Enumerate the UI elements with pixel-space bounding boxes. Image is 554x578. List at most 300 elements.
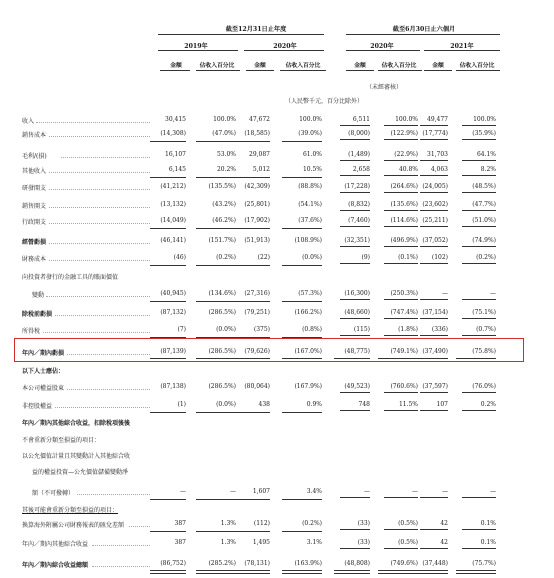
year-heading: 2020年: [273, 43, 297, 50]
leader-dots: [49, 189, 150, 190]
table-cell: 0.1%: [480, 539, 496, 546]
table-cell: (41,212): [160, 183, 186, 190]
year-heading: 2020年: [370, 43, 394, 50]
table-cell: (115): [353, 326, 370, 333]
table-cell: 2,658: [352, 166, 370, 173]
table-cell: 100.0%: [299, 116, 322, 123]
cell-underline: [462, 192, 496, 193]
table-cell: (264.6%): [390, 183, 418, 190]
table-cell: (17,228): [344, 183, 370, 190]
table-cell: (43.2%): [212, 201, 236, 208]
table-cell: (167.9%): [294, 383, 322, 390]
subtotal-rule: [150, 177, 186, 178]
table-cell: (7): [177, 326, 186, 333]
cell-underline: [462, 226, 496, 227]
table-cell: (135.5%): [208, 183, 236, 190]
cell-underline: [340, 410, 370, 411]
cell-underline: [420, 529, 448, 530]
cell-underline: [384, 299, 418, 300]
header-rule: [346, 34, 500, 35]
year-heading: 2019年: [184, 43, 208, 50]
cell-underline: [340, 335, 370, 336]
table-cell: 387: [174, 539, 186, 546]
row-label: 收入: [22, 118, 35, 125]
table-cell: (9): [361, 254, 370, 261]
period-half-heading: 截至6月30日止六個月: [392, 26, 456, 33]
subtotal-rule: [196, 301, 236, 302]
table-cell: (75.1%): [472, 309, 496, 316]
subtotal-rule: [150, 412, 186, 413]
cell-underline: [340, 139, 370, 140]
table-cell: (375): [253, 326, 270, 333]
table-cell: (74.9%): [472, 237, 496, 244]
table-cell: 1.3%: [220, 539, 236, 546]
row-label: 年內／期內其他綜合收益: [22, 541, 89, 548]
cell-underline: [420, 226, 448, 227]
table-cell: 107: [436, 401, 448, 408]
cell-underline: [340, 226, 370, 227]
cell-underline: [340, 192, 370, 193]
total-double-rule: [150, 570, 186, 574]
leader-dots: [49, 260, 150, 261]
cell-underline: [420, 548, 448, 549]
table-cell: —: [442, 488, 448, 495]
total-double-rule: [196, 570, 236, 574]
table-cell: (23,602): [422, 201, 448, 208]
table-cell: (166.2%): [294, 309, 322, 316]
table-cell: 53.0%: [216, 151, 236, 158]
table-cell: (1.8%): [398, 326, 418, 333]
subtotal-rule: [150, 265, 186, 266]
table-cell: (760.6%): [390, 383, 418, 390]
table-cell: 1,495: [252, 539, 270, 546]
table-cell: (8,832): [348, 201, 370, 208]
row-label: 年內／期內其他綜合收益，扣除稅項後後: [22, 420, 131, 427]
table-cell: (88.8%): [298, 183, 322, 190]
highlight-box: [14, 338, 524, 362]
cell-underline: [384, 529, 418, 530]
header-rule: [424, 50, 500, 51]
table-cell: (16,300): [344, 290, 370, 297]
header-rule: [158, 50, 238, 51]
leader-dots: [55, 407, 150, 408]
table-cell: 29,087: [249, 151, 270, 158]
subtotal-rule: [234, 301, 270, 302]
table-cell: (108.9%): [294, 237, 322, 244]
total-double-rule: [456, 570, 496, 574]
cell-underline: [340, 318, 370, 319]
table-cell: (24,005): [422, 183, 448, 190]
table-cell: (33): [357, 539, 370, 546]
row-label: 以公允價值計量且其變動計入其他綜合收: [22, 453, 131, 460]
row-label: 毛利/(損): [22, 153, 47, 160]
table-cell: (0.1%): [398, 254, 418, 261]
table-cell: (749.6%): [390, 560, 418, 567]
table-cell: (250.3%): [390, 290, 418, 297]
row-label: 其後可能會重新分類至損益的項目：: [22, 507, 119, 514]
header-rule: [378, 70, 422, 71]
table-cell: (37,052): [422, 237, 448, 244]
table-cell: (48,660): [344, 309, 370, 316]
table-cell: 748: [358, 401, 370, 408]
table-cell: (286.5%): [208, 383, 236, 390]
cell-underline: [384, 160, 418, 161]
subtotal-rule: [150, 301, 186, 302]
leader-dots: [129, 526, 150, 527]
subtotal-rule: [196, 177, 236, 178]
table-cell: 10.5%: [302, 166, 322, 173]
cell-underline: [420, 318, 448, 319]
table-cell: 8.2%: [480, 166, 496, 173]
table-cell: —: [180, 488, 186, 495]
table-cell: (79,626): [244, 348, 270, 355]
table-cell: (0.2%): [216, 254, 236, 261]
table-cell: —: [364, 488, 370, 495]
cell-underline: [462, 175, 496, 176]
table-cell: (40,945): [160, 290, 186, 297]
table-cell: (749.1%): [390, 348, 418, 355]
cell-underline: [384, 210, 418, 211]
header-rule: [158, 34, 324, 35]
subtotal-rule: [234, 228, 270, 229]
table-cell: (114.6%): [390, 217, 418, 224]
table-cell: —: [412, 488, 418, 495]
table-cell: (122.9%): [390, 130, 418, 137]
table-cell: (46.2%): [212, 217, 236, 224]
row-label: 以下人士應佔：: [22, 368, 65, 375]
subtotal-rule: [282, 141, 322, 142]
header-rule: [456, 70, 500, 71]
amount-column-heading: 金額: [170, 63, 182, 69]
leader-dots: [49, 172, 150, 173]
table-cell: (7,460): [348, 217, 370, 224]
table-cell: (46,141): [160, 237, 186, 244]
cell-underline: [420, 192, 448, 193]
pct-column-heading: 佔收入百分比: [459, 63, 495, 69]
table-cell: (87,132): [160, 309, 186, 316]
row-label: 額（不可撥轉）: [32, 490, 75, 497]
table-cell: (37,448): [422, 560, 448, 567]
table-cell: (79,251): [244, 309, 270, 316]
cell-underline: [384, 335, 418, 336]
table-cell: (286.5%): [208, 348, 236, 355]
table-cell: 5,012: [252, 166, 270, 173]
cell-underline: [420, 299, 448, 300]
table-cell: (39.0%): [298, 130, 322, 137]
cell-underline: [462, 299, 496, 300]
leader-dots: [67, 389, 150, 390]
row-label: 本公司權益股東: [22, 385, 65, 392]
subtotal-rule: [234, 177, 270, 178]
table-cell: (0.0%): [302, 254, 322, 261]
table-cell: 100.0%: [473, 116, 496, 123]
cell-underline: [384, 192, 418, 193]
amount-column-heading: 金額: [254, 63, 266, 69]
unaudited-note: （未經審核）: [365, 84, 402, 91]
cell-underline: [462, 263, 496, 264]
table-cell: 387: [174, 520, 186, 527]
table-cell: 4,063: [430, 166, 448, 173]
table-cell: (0.0%): [216, 326, 236, 333]
subtotal-rule: [234, 265, 270, 266]
cell-underline: [420, 497, 448, 498]
table-cell: 47,672: [249, 116, 270, 123]
table-cell: 6,511: [352, 116, 370, 123]
row-label: 其他收入: [22, 168, 47, 175]
table-cell: (17,774): [422, 130, 448, 137]
table-cell: 6,145: [168, 166, 186, 173]
row-label: 年內／期內綜合收益總額: [22, 562, 89, 569]
pct-column-heading: 佔收入百分比: [199, 63, 235, 69]
subtotal-rule: [196, 265, 236, 266]
row-label: 變動: [32, 292, 45, 299]
table-cell: (0.7%): [476, 326, 496, 333]
total-double-rule: [334, 570, 370, 574]
table-cell: (25,211): [422, 217, 448, 224]
cell-underline: [462, 318, 496, 319]
leader-dots: [55, 315, 150, 316]
table-cell: (17,902): [244, 217, 270, 224]
table-cell: 31,703: [427, 151, 448, 158]
table-cell: (37,597): [422, 383, 448, 390]
table-cell: (80,064): [244, 383, 270, 390]
table-cell: (13,132): [160, 201, 186, 208]
table-cell: 40.8%: [398, 166, 418, 173]
subtotal-rule: [196, 141, 236, 142]
cell-underline: [420, 263, 448, 264]
period-year-heading: 截至12月31日止年度: [225, 26, 287, 33]
row-label: 研發開支: [22, 185, 47, 192]
cell-underline: [420, 160, 448, 161]
leader-dots: [43, 332, 150, 333]
total-double-rule: [234, 570, 270, 574]
table-cell: (14,308): [160, 130, 186, 137]
cell-underline: [420, 175, 448, 176]
table-cell: (496.9%): [390, 237, 418, 244]
header-rule: [244, 50, 324, 51]
table-cell: (0.5%): [398, 539, 418, 546]
amount-column-heading: 金額: [354, 63, 366, 69]
table-cell: 1,607: [252, 488, 270, 495]
total-double-rule: [414, 570, 448, 574]
cell-underline: [462, 160, 496, 161]
leader-dots: [77, 494, 150, 495]
table-cell: 3.4%: [306, 488, 322, 495]
cell-underline: [462, 392, 496, 393]
table-cell: (57.3%): [298, 290, 322, 297]
table-cell: (163.9%): [294, 560, 322, 567]
subtotal-rule: [282, 499, 322, 500]
cell-underline: [420, 335, 448, 336]
row-label: 所得稅: [22, 328, 41, 335]
cell-underline: [462, 210, 496, 211]
cell-underline: [340, 160, 370, 161]
table-cell: —: [230, 488, 236, 495]
table-cell: (167.0%): [294, 348, 322, 355]
cell-underline: [462, 410, 496, 411]
subtotal-rule: [282, 228, 322, 229]
table-cell: (25,801): [244, 201, 270, 208]
total-double-rule: [282, 570, 322, 574]
cell-underline: [462, 529, 496, 530]
subtotal-rule: [234, 141, 270, 142]
cell-underline: [462, 335, 496, 336]
unit-note: （人民幣千元，百分比除外）: [284, 98, 363, 105]
subtotal-rule: [196, 412, 236, 413]
table-cell: 61.0%: [302, 151, 322, 158]
table-cell: (0.2%): [302, 520, 322, 527]
table-cell: —: [490, 488, 496, 495]
cell-underline: [420, 410, 448, 411]
table-cell: (14,049): [160, 217, 186, 224]
subtotal-rule: [196, 531, 236, 532]
cell-underline: [384, 246, 418, 247]
cell-underline: [384, 548, 418, 549]
table-cell: (37,490): [422, 348, 448, 355]
table-cell: 11.5%: [398, 401, 418, 408]
leader-dots: [49, 243, 150, 244]
table-cell: (48.5%): [472, 183, 496, 190]
header-rule: [246, 70, 274, 71]
cell-underline: [340, 548, 370, 549]
cell-underline: [340, 125, 370, 126]
cell-underline: [462, 548, 496, 549]
amount-column-heading: 金額: [432, 63, 444, 69]
table-cell: 438: [258, 401, 270, 408]
row-label: 除稅前虧損: [22, 311, 53, 318]
table-cell: (285.2%): [208, 560, 236, 567]
table-cell: 3.1%: [306, 539, 322, 546]
table-cell: (8,000): [348, 130, 370, 137]
table-cell: (0.8%): [302, 326, 322, 333]
table-cell: (51.0%): [472, 217, 496, 224]
cell-underline: [384, 392, 418, 393]
subtotal-rule: [234, 412, 270, 413]
table-cell: (76.0%): [472, 383, 496, 390]
row-label: 銷售開支: [22, 203, 47, 210]
table-cell: (336): [431, 326, 448, 333]
cell-underline: [340, 529, 370, 530]
table-cell: (48,775): [344, 348, 370, 355]
cell-underline: [340, 246, 370, 247]
table-cell: —: [490, 290, 496, 297]
leader-dots: [36, 122, 150, 123]
leader-dots: [46, 296, 150, 297]
subtotal-rule: [150, 141, 186, 142]
table-cell: (112): [253, 520, 270, 527]
table-cell: (35.9%): [472, 130, 496, 137]
subtotal-rule: [234, 499, 270, 500]
subtotal-rule: [150, 499, 186, 500]
table-cell: (48,808): [344, 560, 370, 567]
subtotal-rule: [150, 531, 186, 532]
subtotal-rule: [196, 499, 236, 500]
subtotal-rule: [282, 531, 322, 532]
table-cell: 42: [440, 539, 448, 546]
table-cell: (75.7%): [472, 560, 496, 567]
table-cell: 20.2%: [216, 166, 236, 173]
total-double-rule: [378, 570, 418, 574]
table-cell: (747.4%): [390, 309, 418, 316]
table-cell: (46): [173, 254, 186, 261]
cell-underline: [420, 139, 448, 140]
row-label: 不會重新分類至損益的項目：: [22, 437, 101, 444]
subtotal-rule: [282, 177, 322, 178]
table-cell: (1,489): [348, 151, 370, 158]
table-cell: (87,138): [160, 383, 186, 390]
table-cell: (27,316): [244, 290, 270, 297]
table-cell: 16,107: [165, 151, 186, 158]
leader-dots: [92, 566, 150, 567]
cell-underline: [384, 410, 418, 411]
table-cell: (37,154): [422, 309, 448, 316]
cell-underline: [420, 246, 448, 247]
cell-underline: [384, 139, 418, 140]
table-cell: (78,131): [244, 560, 270, 567]
leader-dots: [49, 207, 150, 208]
table-cell: (0.5%): [398, 520, 418, 527]
cell-underline: [384, 263, 418, 264]
cell-underline: [420, 392, 448, 393]
table-cell: (0.0%): [216, 401, 236, 408]
table-cell: (102): [431, 254, 448, 261]
header-rule: [424, 70, 452, 71]
cell-underline: [340, 263, 370, 264]
table-cell: (134.6%): [208, 290, 236, 297]
table-cell: (18,585): [244, 130, 270, 137]
leader-dots: [49, 223, 150, 224]
table-cell: (32,351): [344, 237, 370, 244]
table-cell: (22.9%): [394, 151, 418, 158]
table-cell: (75.8%): [472, 348, 496, 355]
table-cell: 42: [440, 520, 448, 527]
row-label: 財務成本: [22, 256, 47, 263]
table-cell: (49,523): [344, 383, 370, 390]
table-cell: (37.6%): [298, 217, 322, 224]
table-cell: 100.0%: [395, 116, 418, 123]
row-label: 年內／期內虧損: [22, 350, 65, 357]
cell-underline: [384, 175, 418, 176]
cell-underline: [384, 497, 418, 498]
subtotal-rule: [282, 412, 322, 413]
table-cell: (86,752): [160, 560, 186, 567]
leader-dots: [92, 545, 150, 546]
table-cell: (47.7%): [472, 201, 496, 208]
table-cell: 0.2%: [480, 401, 496, 408]
header-rule: [280, 70, 326, 71]
row-label: 行政開支: [22, 219, 47, 226]
table-cell: (54.1%): [298, 201, 322, 208]
table-cell: 1.3%: [220, 520, 236, 527]
cell-underline: [384, 125, 418, 126]
table-cell: (135.6%): [390, 201, 418, 208]
subtotal-rule: [150, 228, 186, 229]
leader-dots: [49, 136, 150, 137]
table-cell: 100.0%: [213, 116, 236, 123]
cell-underline: [340, 175, 370, 176]
row-label: 換算海外附屬公司財務報表的匯兌差額: [22, 522, 125, 529]
cell-underline: [462, 246, 496, 247]
row-label: 向投資者發行的金融工具的賬面價值: [22, 274, 119, 281]
table-cell: (151.7%): [208, 237, 236, 244]
table-cell: 49,477: [427, 116, 448, 123]
row-label: 非控股權益: [22, 403, 53, 410]
cell-underline: [340, 392, 370, 393]
table-cell: (22): [257, 254, 270, 261]
table-cell: (51,913): [244, 237, 270, 244]
table-cell: (47.0%): [212, 130, 236, 137]
cell-underline: [340, 299, 370, 300]
